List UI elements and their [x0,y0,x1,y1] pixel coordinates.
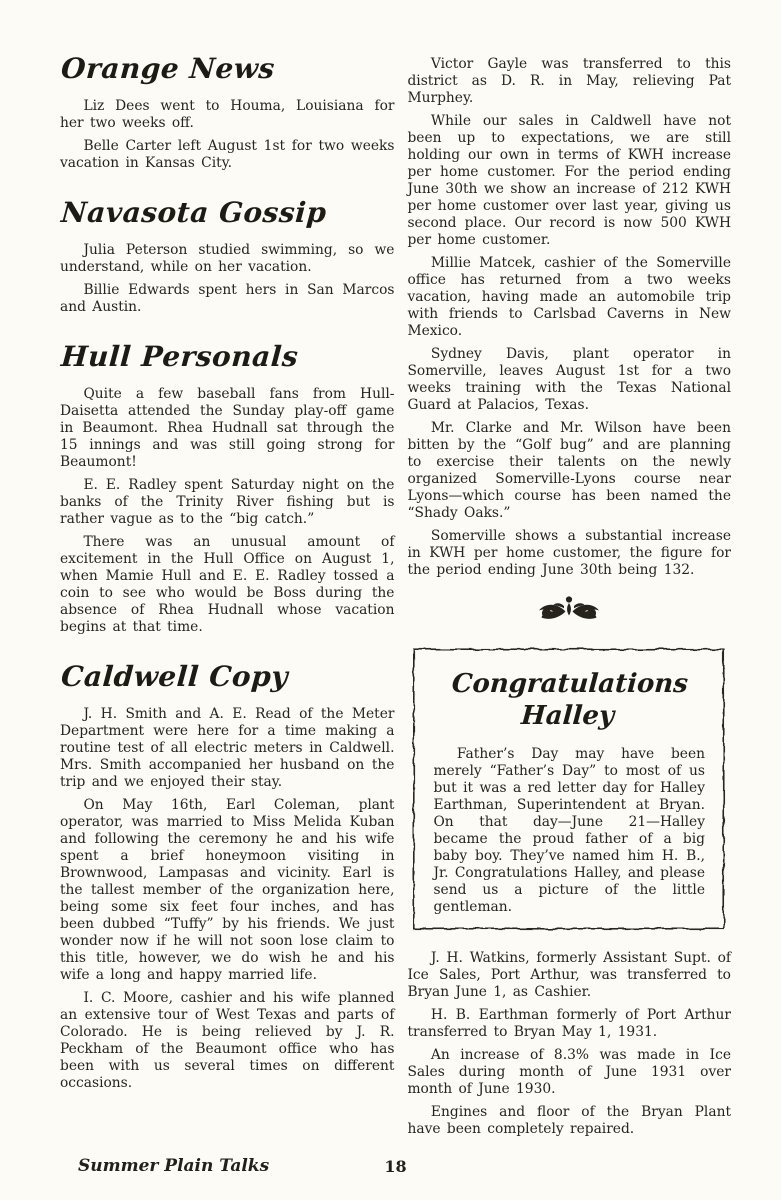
paragraph: On May 16th, Earl Coleman, plant operator, was married to Miss Melida Kuban and following the ceremony he and his wife spent a brief honeymoon visiting in Brownwood, Lampasas and vicinity. Earl is the tallest member of the organization here, being some six feet four inches, and has been dubbed “Tuffy” by his friends. We just wonder now if he will not soon lose claim to this title, however, we do wish he and his wife a long and happy married life. [60,797,395,983]
paragraph: Sydney Davis, plant operator in Somerville, leaves August 1st for a two weeks training with the Texas National Guard at Palacios, Texas. [407,346,731,413]
section-divider [407,593,731,628]
section-caldwell-copy [60,660,394,1092]
boxed-feature-heading: Congratulations Halley [451,669,690,731]
paragraph: Mr. Clarke and Mr. Wilson have been bitten by the “Golf bug” and are planning to exercise their talents on the newly organized Somerville-Lyons course near Lyons—which course has been named the “Shady Oaks.” [407,420,731,521]
section-heading-caldwell-copy: Caldwell Copy [60,660,290,693]
paragraph: Father’s Day may have been merely “Father’s Day” to most of us but it was a red letter day for Halley Earthman, Superintendent at Bryan. On that day—June 21—Halley became the proud father of a big baby boy. They’ve named him H. B., Jr. Congratulations Halley, and please send us a picture of the little gentleman. [433,746,705,915]
paragraph: J. H. Smith and A. E. Read of the Meter Department were here for a time making a routine test of all electric meters in Caldwell. Mrs. Smith accompanied her husband on the trip and we enjoyed their stay. [60,706,395,790]
paragraph: There was an unusual amount of excitement in the Hull Office on August 1, when Mamie Hull and E. E. Radley tossed a coin to see who would be Boss during the absence of Rhea Hudnall whose vacation begins at that time. [60,534,395,635]
paragraph: Millie Matcek, cashier of the Somerville office has returned from a two weeks vacation, having made an automobile trip with friends to Carlsbad Caverns in New Mexico. [407,255,731,339]
page-number: 18 [384,1157,407,1176]
section-hull-personals [60,340,394,636]
left-column [60,52,394,1144]
paragraph: J. H. Watkins, formerly Assistant Supt. of Ice Sales, Port Arthur, was transferred to Bryan June 1, as Cashier. [407,950,731,1000]
paragraph: Billie Edwards spent hers in San Marcos and Austin. [60,282,395,315]
paragraph: Julia Peterson studied swimming, so we understand, while on her vacation. [60,242,395,275]
paragraph: Liz Dees went to Houma, Louisiana for her two weeks off. [60,98,395,131]
paragraph: H. B. Earthman formerly of Port Arthur transferred to Bryan May 1, 1931. [407,1007,731,1040]
page-footer [60,1158,731,1186]
two-column-layout [60,52,731,1144]
fleuron-ornament-icon [533,593,605,623]
right-column [407,52,731,1144]
paragraph: Victor Gayle was transferred to this district as D. R. in May, relieving Pat Murphey. [407,56,731,106]
section-heading-orange-news: Orange News [60,52,276,85]
section-orange-news [60,52,394,172]
paragraph: E. E. Radley spent Saturday night on the banks of the Trinity River fishing but is rather vague as to the “big catch.” [60,477,395,527]
paragraph: Belle Carter left August 1st for two weeks vacation in Kansas City. [60,138,395,171]
section-heading-hull-personals: Hull Personals [60,340,300,373]
section-navasota-gossip [60,196,394,316]
paragraph: Engines and floor of the Bryan Plant have been completely repaired. [407,1104,731,1137]
publication-title: Summer Plain Talks [78,1156,270,1176]
section-heading-navasota-gossip: Navasota Gossip [60,196,328,229]
paragraph: An increase of 8.3% was made in Ice Sales during month of June 1931 over month of June 1930. [407,1047,731,1097]
congratulations-halley-box [409,644,729,934]
paragraph: I. C. Moore, cashier and his wife planned an extensive tour of West Texas and parts of Colorado. He is being relieved by J. R. Peckham of the Beaumont office who has been with us several times on different occasions. [60,990,395,1091]
paragraph: Somerville shows a substantial increase in KWH per home customer, the figure for the period ending June 30th being 132. [407,528,731,578]
paragraph: Quite a few baseball fans from Hull-Daisetta attended the Sunday play-off game in Beaumont. Rhea Hudnall sat through the 15 innings and was still going strong for Beaumont! [60,386,395,470]
paragraph: While our sales in Caldwell have not been up to expectations, we are still holding our own in terms of KWH increase per home customer. For the period ending June 30th we show an increase of 212 KWH per home customer over last year, giving us second place. Our record is now 500 KWH per home customer. [407,113,731,248]
